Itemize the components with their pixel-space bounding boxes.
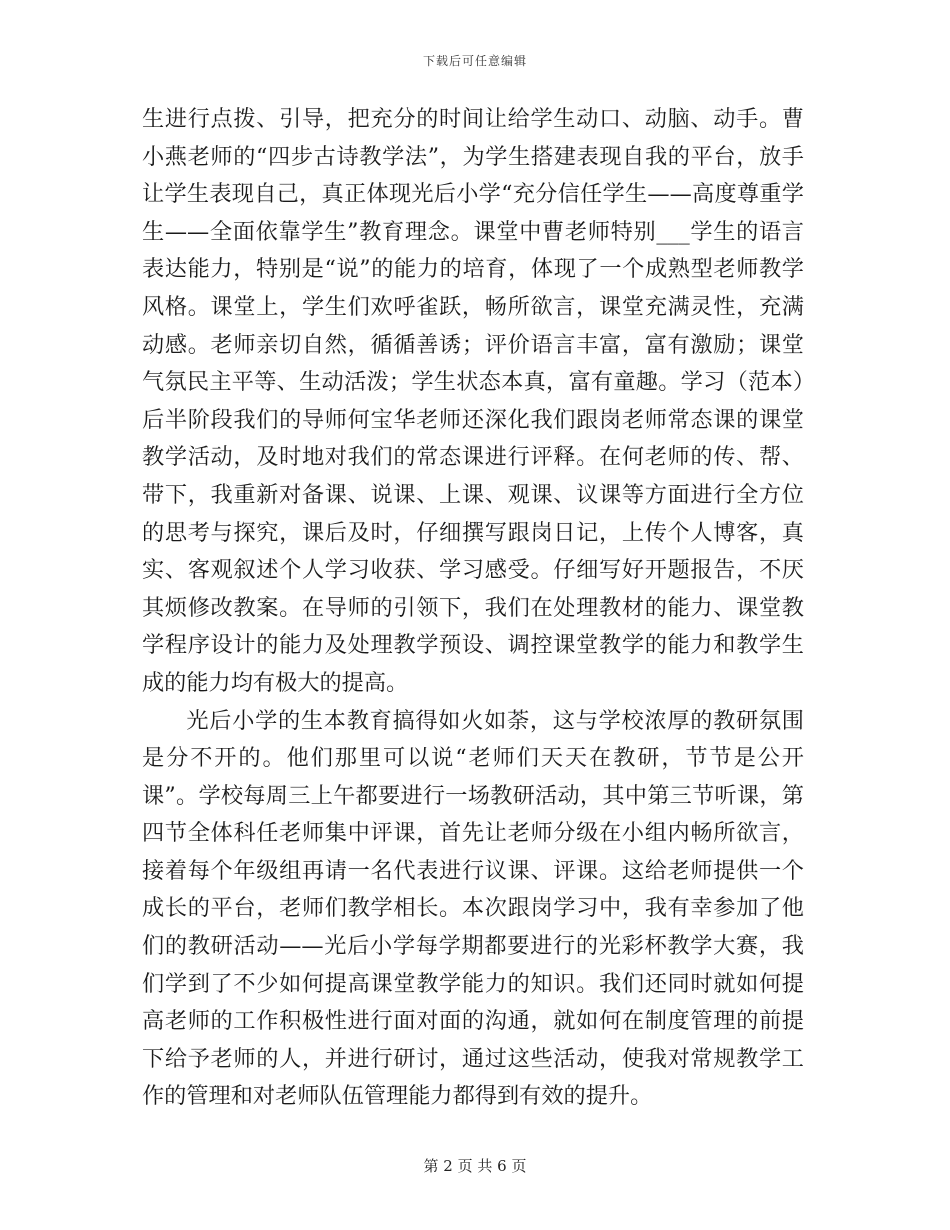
paragraph-1: 生进行点拨、引导，把充分的时间让给学生动口、动脑、动手。曹小燕老师的“四步古诗教学法”，为学生搭建表现自我的平台，放手让学生表现自己，真正体现光后小学“充分信任学生——高度尊重学生——全面依靠学生”教育理念。课堂中曹老师特别___学生的语言表达能力，特别是“说”的能力的培育，体现了一个成熟型老师教学风格。课堂上，学生们欢呼雀跃，畅所欲言，课堂充满灵性，充满动感。老师亲切自然，循循善诱；评价语言丰富，富有激励；课堂气氛民主平等、生动活泼；学生状态本真，富有童趣。学习（范本）后半阶段我们的导师何宝华老师还深化我们跟岗老师常态课的课堂教学活动，及时地对我们的常态课进行评释。在何老师的传、帮、带下，我重新对备课、说课、上课、观课、议课等方面进行全方位的思考与探究，课后及时，仔细撰写跟岗日记，上传个人博客，真实、客观叙述个人学习收获、学习感受。仔细写好开题报告，不厌其烦修改教案。在导师的引领下，我们在处理教材的能力、课堂教学程序设计的能力及处理教学预设、调控课堂教学的能力和教学生成的能力均有极大的提高。 [142,106,804,696]
document-body [142,101,804,1116]
page-number: 第 2 页 共 6 页 [423,1157,527,1175]
page-header-note: 下载后可任意编辑 [422,54,527,68]
paragraph-2: 光后小学的生本教育搞得如火如荼，这与学校浓厚的教研氛围是分不开的。他们那里可以说“老师们天天在教研，节节是公开课”。学校每周三上午都要进行一场教研活动，其中第三节听课，第四节全体科任老师集中评课，首先让老师分级在小组内畅所欲言，接着每个年级组再请一名代表进行议课、评课。这给老师提供一个成长的平台，老师们教学相长。本次跟岗学习中，我有幸参加了他们的教研活动——光后小学每学期都要进行的光彩杯教学大赛，我们学到了不少如何提高课堂教学能力的知识。我们还同时就如何提高老师的工作积极性进行面对面的沟通，就如何在制度管理的前提下给予老师的人，并进行研讨，通过这些活动，使我对常规教学工作的管理和对老师队伍管理能力都得到有效的提升。 [142,707,804,1110]
